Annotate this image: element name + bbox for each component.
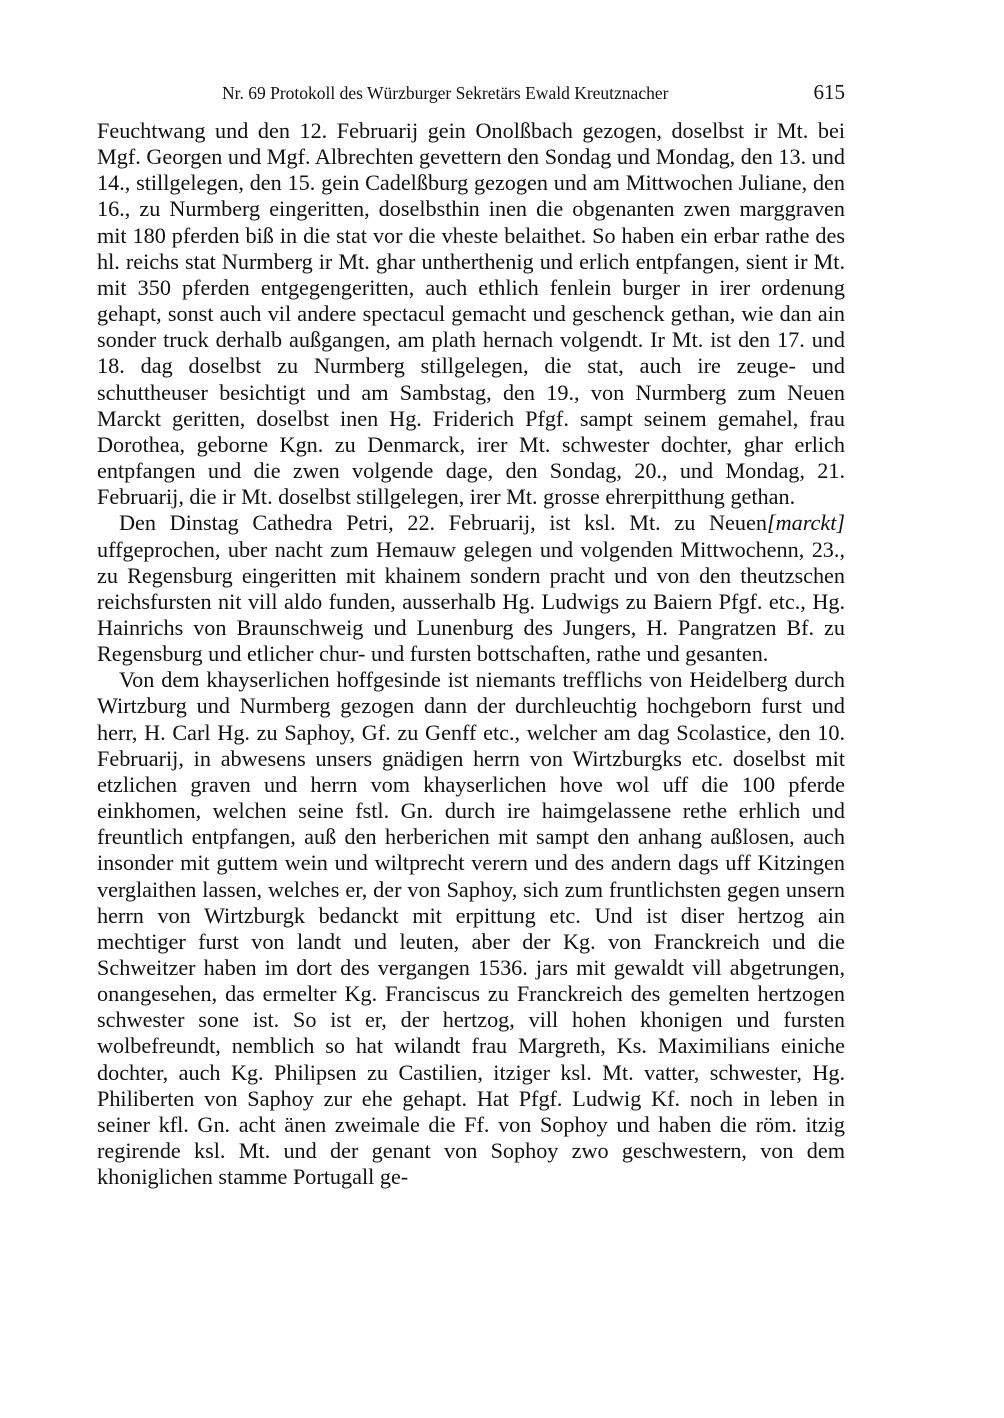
paragraph-3: Von dem khayserlichen hoffgesinde ist niemants trefflichs von Heidelberg durch Wirtzburg und Nurmberg gezogen dann der durchleuchtig hochgeborn furst und herr, H. Carl Hg. zu Saphoy, Gf. zu Genff etc., welcher am dag Scolastice, den 10. Februarij, in abwesens unsers gnädigen herrn von Wirtzburgks etc. doselbst mit etzlichen graven und herrn vom khayserlichen hove wol uff die 100 pferde einkhomen, welchen seine fstl. Gn. durch ire haimgelassene rethe erhlich und freuntlich entpfangen, auß den herberichen mit sampt den anhang außlosen, auch insonder mit guttem wein und wiltprecht verern und des andern dags uff Kitzingen verglaithen lassen, welches er, der von Saphoy, sich zum fruntlichsten gegen unsern herrn von Wirtzburgk bedanckt mit erpittung etc. Und ist diser hertzog ain mechtiger furst von landt und leuten, aber der Kg. von Franckreich und die Schweitzer haben im dort des vergangen 1536. jars mit gewaldt vill abgetrungen, onangesehen, das ermelter Kg. Franciscus zu Franckreich des gemelten hertzogen schwester sone ist. So ist er, der hertzog, vill hohen khonigen und fursten wolbefreundt, nemblich so hat wilandt frau Margreth, Ks. Maximilians einiche dochter, auch Kg. Philipsen zu Castilien, itziger ksl. Mt. vatter, schwester, Hg. Philiberten von Saphoy zur ehe gehapt. Hat Pfgf. Ludwig Kf. noch in leben in seiner kfl. Gn. acht änen zweimale die Ff. von Sophoy und haben die röm. itzig regirende ksl. Mt. und der genant von Sophoy zwo geschwestern, von dem khoniglichen stamme Portugall ge-: [97, 667, 845, 1190]
paragraph-2-start: Den Dinstag Cathedra Petri, 22. Februarij, ist ksl. Mt. zu Neuen: [119, 510, 767, 536]
body-text: [97, 118, 845, 1190]
running-title: Nr. 69 Protokoll des Würzburger Sekretärs Ewald Kreutznacher: [222, 83, 669, 103]
document-page: [97, 78, 845, 1190]
paragraph-1: Feuchtwang und den 12. Februarij gein Onolßbach gezogen, doselbst ir Mt. bei Mgf. Georgen und Mgf. Albrechten gevettern den Sondag und Mondag, den 13. und 14., stillgelegen, den 15. gein Cadelßburg gezogen und am Mittwochen Juliane, den 16., zu Nurmberg eingeritten, doselbsthin inen die obgenanten zwen marggraven mit 180 pferden biß in die stat vor die vheste belaithet. So haben ein erbar rathe des hl. reichs stat Nurmberg ir Mt. ghar untherthenig und erlich entpfangen, sient ir Mt. mit 350 pferden entgegengeritten, auch ethlich fenlein burger in irer ordenung gehapt, sonst auch vil andere spectacul gemacht und geschenck gethan, wie dan ain sonder truck derhalb außgangen, am plath hernach volgendt. Ir Mt. ist den 17. und 18. dag doselbst zu Nurmberg stillgelegen, die stat, auch ire zeuge- und schuttheuser besichtigt und am Sambstag, den 19., von Nurmberg zum Neuen Marckt geritten, doselbst inen Hg. Friderich Pfgf. sampt seinem gemahel, frau Dorothea, geborne Kgn. zu Denmarck, irer Mt. schwester dochter, ghar erlich entpfangen und die zwen volgende dage, den Sondag, 20., und Mondag, 21. Februarij, die ir Mt. doselbst stillgelegen, irer Mt. grosse ehrerpitthung gethan.: [97, 118, 845, 510]
paragraph-2-rest: uffgeprochen, uber nacht zum Hemauw gelegen und volgenden Mittwochenn, 23., zu Regensburg eingeritten mit khainem sondern pracht und von den theutzschen reichsfursten nit vill aldo funden, ausserhalb Hg. Ludwigs zu Baiern Pfgf. etc., Hg. Hainrichs von Braunschweig und Lunenburg des Jungers, H. Pangratzen Bf. zu Regensburg und etlicher chur- und fursten bottschaften, rathe und gesanten.: [97, 536, 845, 667]
running-head: [97, 78, 845, 108]
page-number: 615: [813, 80, 845, 104]
paragraph-2: [97, 510, 845, 667]
editorial-insertion: [marckt]: [766, 510, 845, 536]
